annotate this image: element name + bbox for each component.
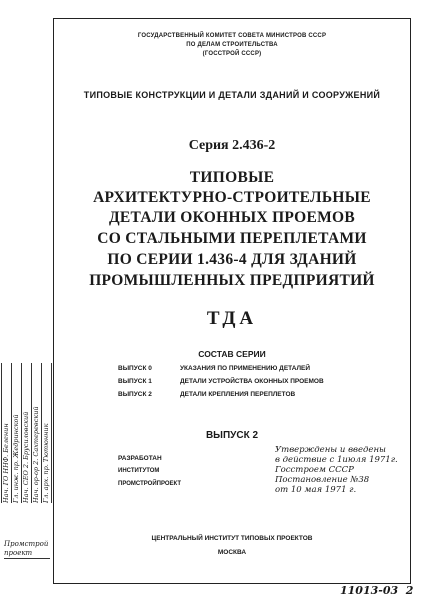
- issue-number: ВЫПУСК 1: [118, 378, 152, 385]
- series-label: Серия 2.436-2: [188, 138, 276, 153]
- signature-text: Гл. арх. пр. Тютюнник: [42, 423, 50, 503]
- approval-line-5: от 10 мая 1971 г.: [275, 485, 357, 495]
- org-line-2: ПО ДЕЛАМ СТРОИТЕЛЬСТВА: [186, 42, 278, 48]
- document-number: 11013-03 2: [340, 584, 414, 597]
- developer-line-1: РАЗРАБОТАН: [118, 455, 162, 462]
- margin-note: Промстрой проект: [4, 540, 49, 557]
- footer-line-1: ЦЕНТРАЛЬНЫЙ ИНСТИТУТ ТИПОВЫХ ПРОЕКТОВ: [151, 535, 313, 542]
- developer-line-3: ПРОМСТРОЙПРОЕКТ: [118, 481, 182, 487]
- footer-line-2: МОСКВА: [217, 549, 247, 556]
- developer-line-2: ИНСТИТУТОМ: [118, 468, 160, 474]
- issue-number: ВЫПУСК 2: [118, 391, 152, 398]
- signature-text: Нач. ГО ННФ. Беленин: [2, 423, 10, 503]
- title-line-6: ПРОМЫШЛЕННЫХ ПРЕДПРИЯТИЙ: [89, 272, 375, 289]
- signature-column: [31, 363, 41, 503]
- code-title: ТДА: [206, 308, 258, 329]
- composition-title: СОСТАВ СЕРИИ: [198, 349, 266, 359]
- signature-column: [11, 363, 21, 503]
- signature-column: [1, 363, 11, 503]
- issue-description: ДЕТАЛИ УСТРОЙСТВА ОКОННЫХ ПРОЕМОВ: [180, 378, 324, 385]
- org-line-3: (ГОССТРОЙ СССР): [202, 51, 262, 57]
- org-line-1: ГОСУДАРСТВЕННЫЙ КОМИТЕТ СОВЕТА МИНИСТРОВ СССР: [137, 33, 327, 39]
- page-frame: [53, 18, 411, 584]
- issue-description: УКАЗАНИЯ ПО ПРИМЕНЕНИЮ ДЕТАЛЕЙ: [180, 365, 311, 372]
- signature-column: [21, 363, 31, 503]
- issue-description: ДЕТАЛИ КРЕПЛЕНИЯ ПЕРЕПЛЕТОВ: [180, 391, 296, 398]
- title-line-2: АРХИТЕКТУРНО-СТРОИТЕЛЬНЫЕ: [93, 189, 371, 206]
- title-line-1: ТИПОВЫЕ: [189, 169, 275, 186]
- approval-line-2: в действие с 1июля 1971г.: [275, 455, 398, 465]
- composition-item: [118, 365, 310, 372]
- signature-text: Нач. ор-ор 2. Сахтеревский: [32, 406, 40, 503]
- signature-column: [41, 363, 52, 503]
- main-heading: ТИПОВЫЕ КОНСТРУКЦИИ И ДЕТАЛИ ЗДАНИЙ И СООРУЖЕНИЙ: [83, 90, 381, 100]
- title-line-5: ПО СЕРИИ 1.436-4 ДЛЯ ЗДАНИЙ: [107, 251, 357, 268]
- title-line-3: ДЕТАЛИ ОКОННЫХ ПРОЕМОВ: [108, 209, 356, 226]
- composition-item: [118, 391, 295, 398]
- title-line-4: СО СТАЛЬНЫМИ ПЕРЕПЛЕТАМИ: [97, 230, 367, 247]
- approval-line-4: Постановление №38: [275, 475, 370, 485]
- current-issue: ВЫПУСК 2: [205, 430, 259, 441]
- signature-text: Нач. СЕО 2. Брусиловский: [22, 411, 30, 503]
- issue-number: ВЫПУСК 0: [118, 365, 152, 372]
- composition-item: [118, 378, 324, 385]
- approval-line-1: Утверждены и введены: [275, 445, 386, 455]
- approval-line-3: Госстроем СССР: [275, 465, 354, 475]
- signature-text: Гл. инж. пр. Жедринской: [12, 414, 20, 503]
